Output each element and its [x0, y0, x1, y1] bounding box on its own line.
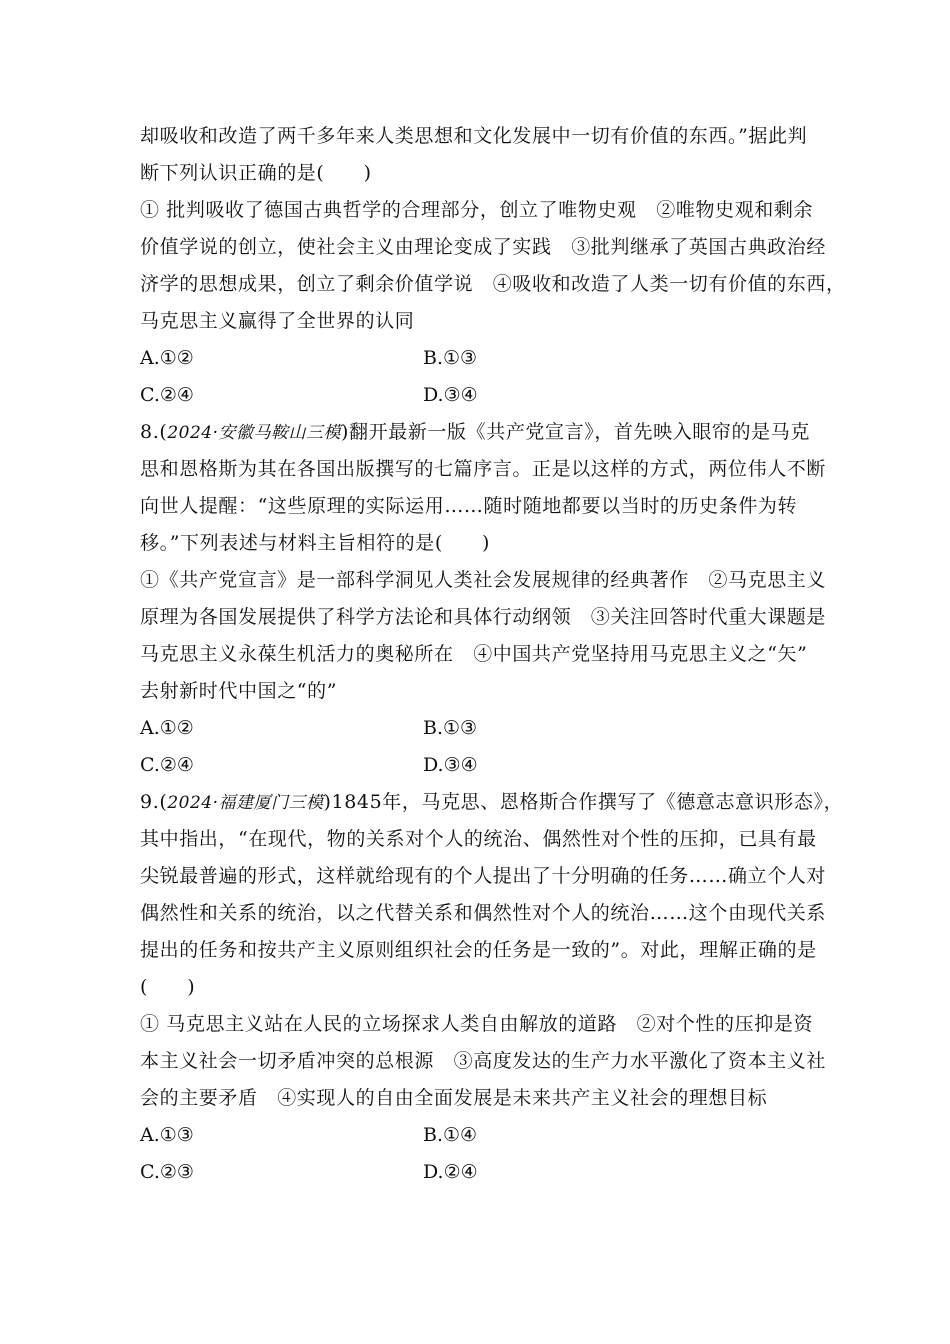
question-8 [140, 414, 827, 784]
q9-options-row-2 [140, 1154, 822, 1191]
q9-statement: ① 马克思主义站在人民的立场探求人类自由解放的道路 ②对个性的压抑是资 [140, 1013, 814, 1035]
q7-line: 断下列认识正确的是( ) [140, 162, 372, 184]
q9-option-d[interactable]: D.②④ [423, 1161, 478, 1183]
q9-stem-first-line [140, 784, 844, 821]
q9-answer-blank: ( ) [140, 976, 196, 998]
q8-statement: 去射新时代中国之“的” [140, 680, 338, 702]
q8-line: 向世人提醒：“这些原理的实际运用……随时随地都要以当时的历史条件为转 [140, 495, 798, 517]
q8-number: 8.( [140, 421, 168, 443]
q7-statement: 价值学说的创立，使社会主义由理论变成了实践 ③批判继承了英国古典政治经 [140, 236, 827, 258]
q9-line: 尖锐最普遍的形式，这样就给现有的个人提出了十分明确的任务……确立个人对 [140, 865, 827, 887]
q8-options-row-1 [140, 710, 822, 747]
q8-statement: 原理为各国发展提供了科学方法论和具体行动纲领 ③关注回答时代重大课题是 [140, 606, 827, 628]
q9-number: 9.( [140, 791, 168, 813]
q8-option-b[interactable]: B.①③ [423, 717, 478, 739]
q9-option-c[interactable]: C.②③ [140, 1161, 194, 1183]
q7-statement: ① 批判吸收了德国古典哲学的合理部分，创立了唯物史观 ②唯物史观和剩余 [140, 199, 814, 221]
q8-line: 移。”下列表述与材料主旨相符的是( ) [140, 532, 491, 554]
q8-stem-start: )翻开最新一版《共产党宣言》，首先映入眼帘的是马克 [341, 421, 810, 443]
q8-source: 2024·安徽马鞍山三模 [167, 423, 342, 443]
q8-option-d[interactable]: D.③④ [423, 754, 478, 776]
q9-line: 偶然性和关系的统治，以之代替关系和偶然性对个人的统治……这个由现代关系 [140, 902, 827, 924]
q7-option-a[interactable]: A.①② [140, 347, 194, 369]
q9-options-row-1 [140, 1117, 822, 1154]
q7-statement: 马克思主义赢得了全世界的认同 [140, 310, 415, 332]
q8-stem-first-line [140, 414, 822, 451]
q7-option-d[interactable]: D.③④ [423, 384, 478, 406]
q8-option-a[interactable]: A.①② [140, 717, 194, 739]
question-9 [140, 784, 844, 1191]
q9-source: 2024·福建厦门三模 [167, 793, 324, 813]
q7-option-c[interactable]: C.②④ [140, 384, 194, 406]
q7-option-b[interactable]: B.①③ [423, 347, 478, 369]
q8-line: 思和恩格斯为其在各国出版撰写的七篇序言。正是以这样的方式，两位伟人不断 [140, 458, 827, 480]
q9-stem-start: )1845年，马克思、恩格斯合作撰写了《德意志意识形态》， [323, 791, 844, 813]
q9-line: 提出的任务和按共产主义原则组织社会的任务是一致的”。对此，理解正确的是 [140, 939, 817, 961]
q7-options-row-1 [140, 340, 822, 377]
question-7 [140, 118, 846, 414]
q8-statement: 马克思主义永葆生机活力的奥秘所在 ④中国共产党坚持用马克思主义之“矢” [140, 643, 808, 665]
q9-line: 其中指出，“在现代，物的关系对个人的统治、偶然性对个性的压抑，已具有最 [140, 828, 817, 850]
q8-options-row-2 [140, 747, 822, 784]
q9-option-b[interactable]: B.①④ [423, 1124, 478, 1146]
q7-options-row-2 [140, 377, 822, 414]
document-page [140, 118, 846, 1191]
q9-statement: 会的主要矛盾 ④实现人的自由全面发展是未来共产主义社会的理想目标 [140, 1087, 768, 1109]
q7-line: 却吸收和改造了两千多年来人类思想和文化发展中一切有价值的东西。”据此判 [140, 125, 808, 147]
q8-statement: ①《共产党宣言》是一部科学洞见人类社会发展规律的经典著作 ②马克思主义 [140, 569, 827, 591]
q9-option-a[interactable]: A.①③ [140, 1124, 194, 1146]
q8-option-c[interactable]: C.②④ [140, 754, 194, 776]
q9-statement: 本主义社会一切矛盾冲突的总根源 ③高度发达的生产力水平激化了资本主义社 [140, 1050, 827, 1072]
q7-statement: 济学的思想成果，创立了剩余价值学说 ④吸收和改造了人类一切有价值的东西， [140, 273, 846, 295]
